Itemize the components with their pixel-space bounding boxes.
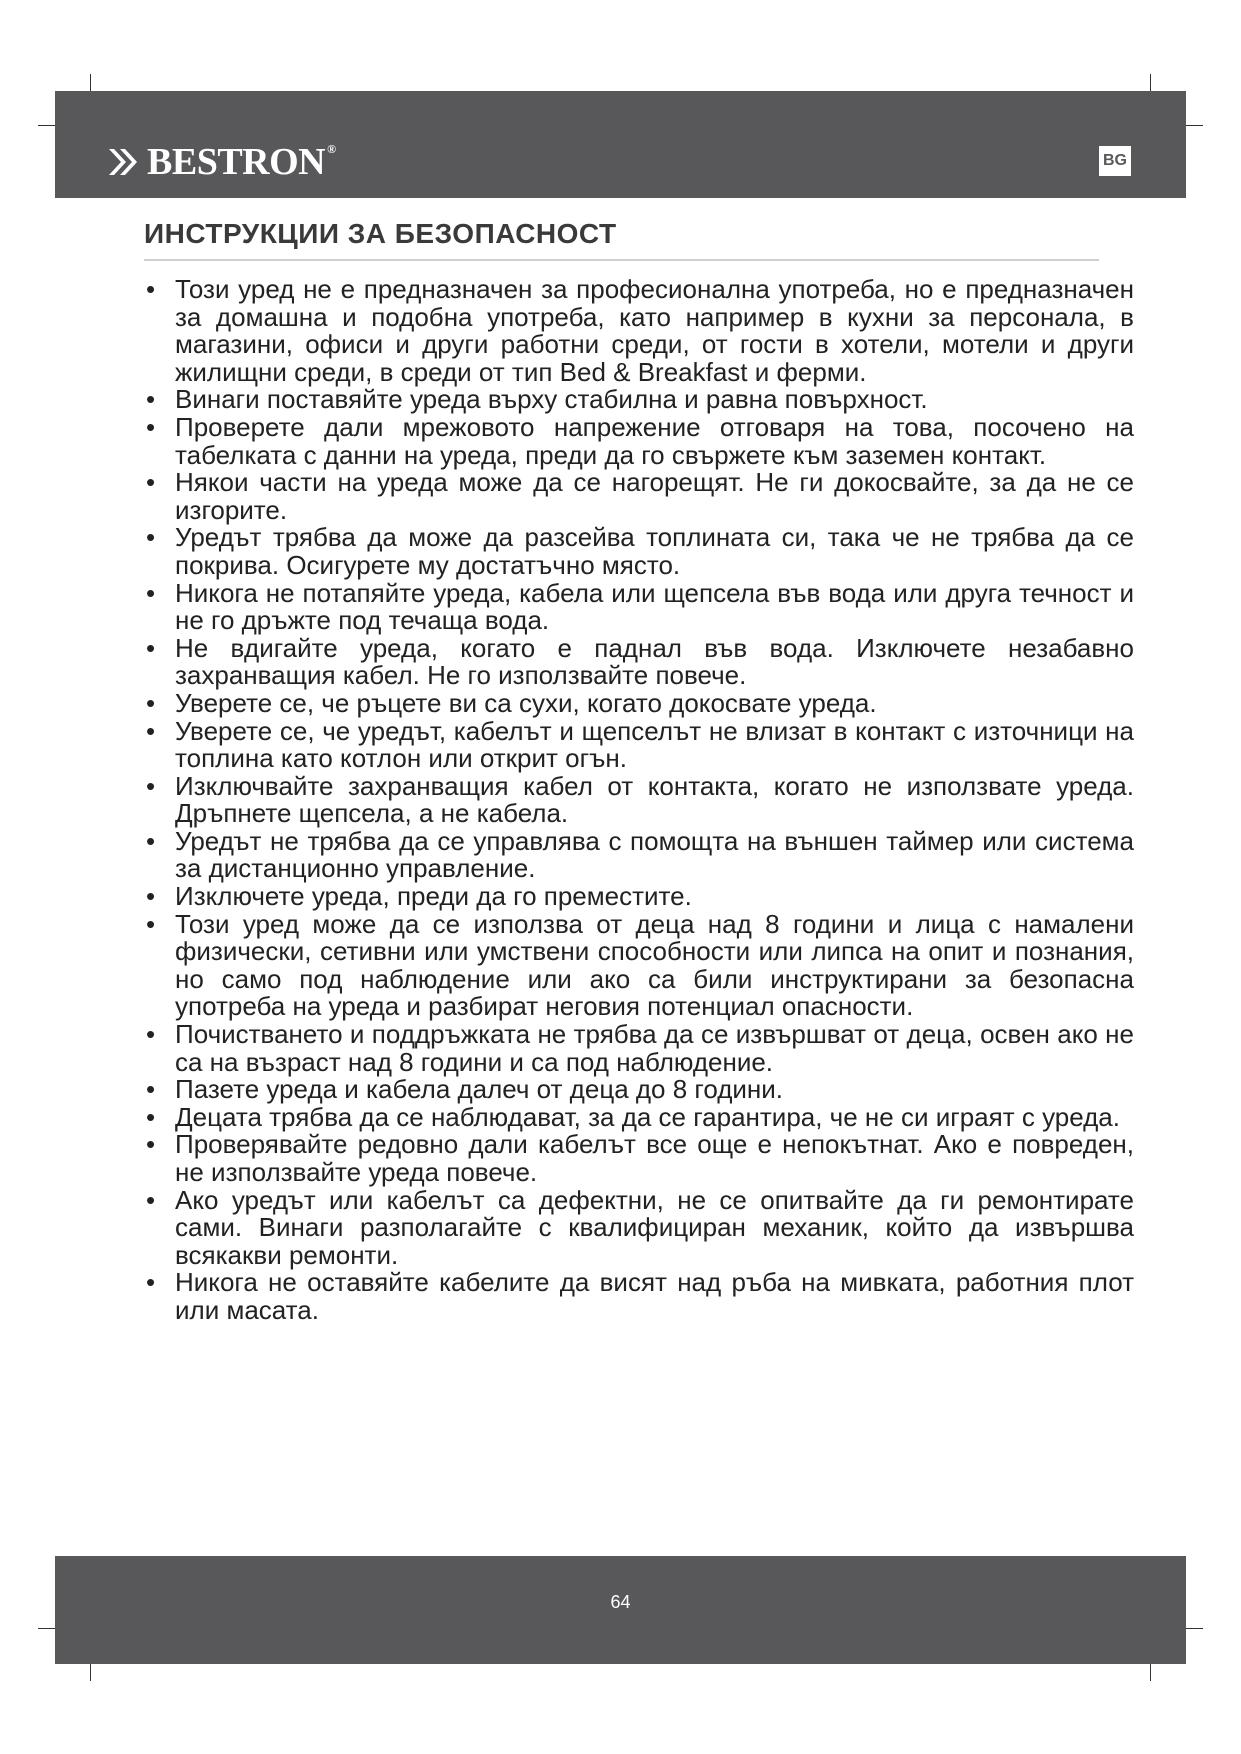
list-item: • Този уред не е предназначен за професионална употреба, но е предназначен за домашна и подобна употреба, като например в кухни за персонала, в магазини, офиси и други работни среди, от гости в хотели, мотели и други жилищни среди, в среди от тип Bed & Breakfast и ферми. bbox=[144, 276, 1134, 386]
registered-mark: ® bbox=[327, 142, 336, 156]
list-item: • Този уред може да се използва от деца над 8 години и лица с намалени физически, сетивни или умствени способности или липса на опит и познания, но само под наблюдение или ако са били инструктирани за безопасна употреба на уреда и разбират неговия потенциал опасности. bbox=[144, 911, 1134, 1021]
list-item: • Уверете се, че уредът, кабелът и щепселът не влизат в контакт с източници на топлина като котлон или открит огън. bbox=[144, 718, 1134, 773]
list-item: • Изключвайте захранващия кабел от контакта, когато не използвате уреда. Дръпнете щепсела, а не кабела. bbox=[144, 773, 1134, 828]
list-item: • Уверете се, че ръцете ви са сухи, когато докосвате уреда. bbox=[144, 690, 1134, 718]
page-number: 64 bbox=[610, 1592, 631, 1612]
header-bar bbox=[55, 91, 1186, 198]
list-item: • Проверете дали мрежовото напрежение отговаря на това, посочено на табелката с данни на уреда, преди да го свържете към заземен контакт. bbox=[144, 414, 1134, 469]
brand-wordmark: BESTRON ® bbox=[147, 141, 336, 183]
list-item: • Никога не потапяйте уреда, кабела или щепсела във вода или друга течност и не го дръжте под течаща вода. bbox=[144, 580, 1134, 635]
list-item: • Пазете уреда и кабела далеч от деца до 8 години. bbox=[144, 1076, 1134, 1104]
list-item: • Никога не оставяйте кабелите да висят над ръба на мивката, работния плот или масата. bbox=[144, 1269, 1134, 1324]
list-item: • Уредът трябва да може да разсейва топлината си, така че не трябва да се покрива. Осигурете му достатъчно място. bbox=[144, 524, 1134, 579]
list-item: • Проверявайте редовно дали кабелът все още е непокътнат. Ако е повреден, не използвайте уреда повече. bbox=[144, 1131, 1134, 1186]
list-item: • Винаги поставяйте уреда върху стабилна и равна повърхност. bbox=[144, 386, 1134, 414]
title-divider bbox=[144, 259, 1099, 261]
footer-bar bbox=[55, 1556, 1186, 1664]
brand-chevron-icon bbox=[107, 145, 141, 179]
list-item: • Децата трябва да се наблюдават, за да се гарантира, че не си играят с уреда. bbox=[144, 1104, 1134, 1132]
list-item: • Почистването и поддръжката не трябва да се извършват от деца, освен ако не са на възраст над 8 години и са под наблюдение. bbox=[144, 1021, 1134, 1076]
safety-instructions-list bbox=[144, 276, 1134, 1325]
list-item: • Ако уредът или кабелът са дефектни, не се опитвайте да ги ремонтирате сами. Винаги разполагайте с квалифициран механик, който да извършва всякакви ремонти. bbox=[144, 1187, 1134, 1270]
brand-logo bbox=[107, 143, 336, 181]
language-badge: BG bbox=[1099, 146, 1131, 176]
list-item: • Не вдигайте уреда, когато е паднал във вода. Изключете незабавно захранващия кабел. Не го използвайте повече. bbox=[144, 635, 1134, 690]
list-item: • Някои части на уреда може да се нагорещят. Не ги докосвайте, за да не се изгорите. bbox=[144, 469, 1134, 524]
page-title: ИНСТРУКЦИИ ЗА БЕЗОПАСНОСТ bbox=[144, 218, 617, 249]
list-item: • Изключете уреда, преди да го преместите. bbox=[144, 883, 1134, 911]
list-item: • Уредът не трябва да се управлява с помощта на външен таймер или система за дистанционно управление. bbox=[144, 828, 1134, 883]
